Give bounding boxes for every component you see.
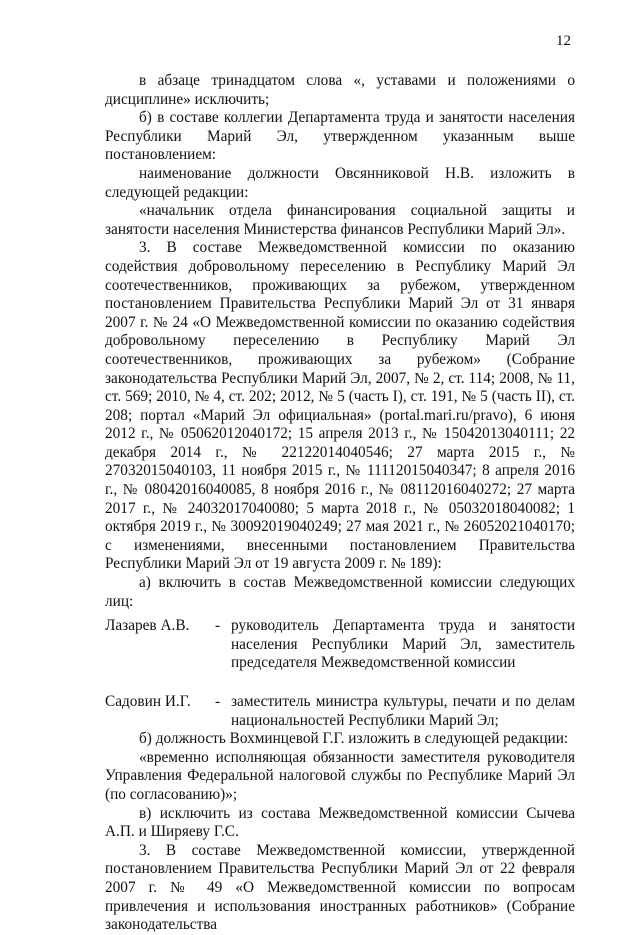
paragraph-3: наименование должности Овсянниковой Н.В. изложить в следующей редакции: [105, 164, 575, 201]
paragraph-6: а) включить в состав Межведомственной комиссии следующих лиц: [105, 574, 575, 610]
member-name: Лазарев А.В. [105, 617, 190, 635]
member-role: руководитель Департамента труда и занятости населения Республики Марий Эл, заместитель председателя Межведомственной комиссии [231, 617, 575, 672]
paragraph-5: 3. В составе Межведомственной комиссии по оказанию содействия добровольному переселению в Республику Марий Эл соотечественников, проживающих за рубежом, утвержденном постановлением Правительства Республики Марий Эл от 31 января 2007 г. № 24 «О Межведомственной комиссии по оказанию содействия добровольному переселению в Республику Марий Эл соотечественников, проживающих за рубежом» (Собрание законодательства Республики Марий Эл, 2007, № 2, ст. 114; 2008, № 11, ст. 569; 2010, № 4, ст. 202; 2012, № 5 (часть I), ст. 191, № 5 (часть II), ст. 208; портал «Марий Эл официальная» (portal.mari.ru/pravo), 6 июня 2012 г., № 05062012040172; 15 апреля 2013 г., № 15042013040111; 22 декабря 2014 г., № 22122014040546; 27 марта 2015 г., № 27032015040103, 11 ноября 2015 г., № 11112015040347; 8 апреля 2016 г., № 08042016040085, 8 ноября 2016 г., № 08112016040272; 27 марта 2017 г., № 24032017040080; 5 марта 2018 г., № 05032018040082; 1 октября 2019 г., № 30092019040249; 27 мая 2021 г., № 26052021040170; с изменениями, внесенными постановлением Правительства Республики Марий Эл от 19 августа 2009 г. № 189): [105, 239, 575, 573]
paragraph-10: 3. В составе Межведомственной комиссии, утвержденной постановлением Правительства Республики Марий Эл от 22 февраля 2007 г. № 49 «О Межведомственной комиссии по вопросам привлечения и использования иностранных работников» (Собрание законодательства [105, 841, 575, 934]
member-dash: - [215, 617, 221, 635]
member-entry [105, 693, 575, 730]
paragraph-8: «временно исполняющая обязанности заместителя руководителя Управления Федеральной налоговой службы по Республике Марий Эл (по согласованию)»; [105, 748, 575, 803]
page-number: 12 [556, 33, 571, 49]
paragraph-4: «начальник отдела финансирования социальной защиты и занятости населения Министерства финансов Республики Марий Эл». [105, 202, 575, 238]
paragraph-7: б) должность Вохминцевой Г.Г. изложить в следующей редакции: [139, 730, 569, 748]
member-role: заместитель министра культуры, печати и по делам национальностей Республики Марий Эл; [231, 693, 575, 729]
paragraph-1: в абзаце тринадцатом слова «, уставами и положениями о дисциплине» исключить; [105, 72, 575, 108]
member-dash: - [215, 693, 221, 710]
member-name: Садовин И.Г. [105, 693, 191, 710]
member-entry [105, 617, 575, 673]
paragraph-9: в) исключить из состава Межведомственной комиссии Сычева А.П. и Ширяеву Г.С. [105, 804, 575, 841]
document-body [105, 72, 575, 935]
spacer [105, 673, 575, 693]
paragraph-2: б) в составе коллегии Департамента труда и занятости населения Республики Марий Эл, утвержденном указанным выше постановлением: [105, 109, 575, 164]
